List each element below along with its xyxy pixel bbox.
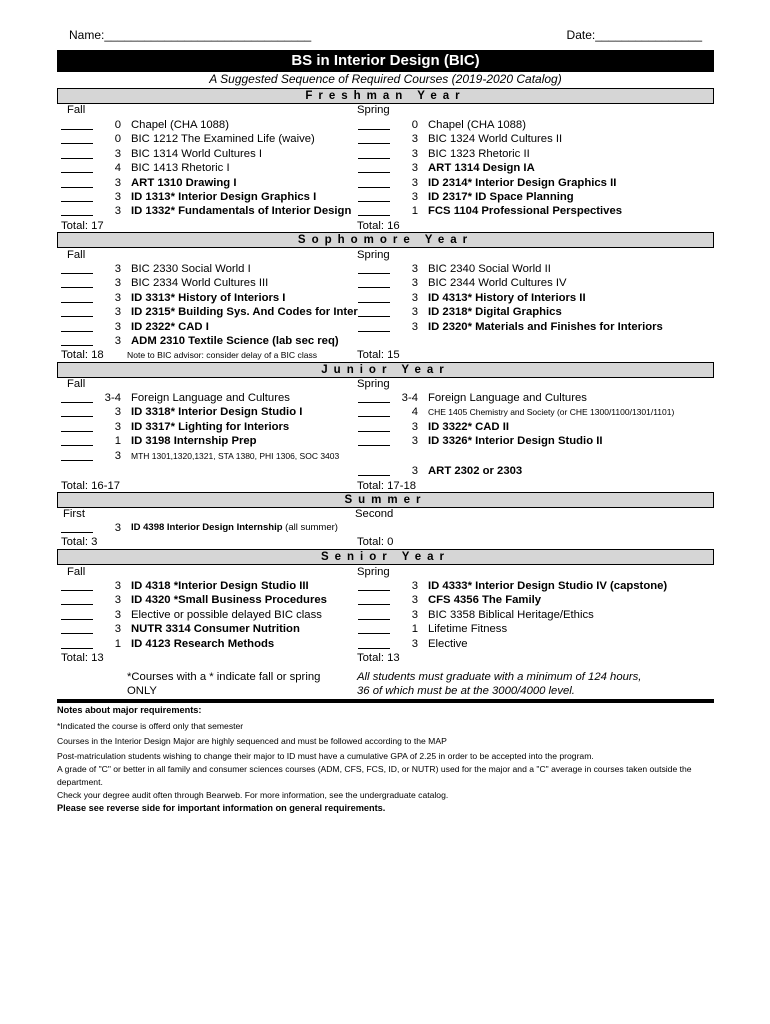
credit-hours: 0 [114,119,121,131]
list-item [358,637,654,651]
freshman-spring-label: Spring [357,104,390,116]
grade-blank[interactable] [358,262,390,274]
list-item [61,391,357,405]
credit-hours: 3 [114,450,121,462]
page-subtitle: A Suggested Sequence of Required Courses (2019-2020 Catalog) [209,72,562,86]
credit-hours: 3 [411,162,418,175]
grade-blank[interactable] [358,434,390,446]
credit-hours: 3 [411,147,418,160]
course-name: Chapel (CHA 1088) [428,119,526,131]
senior-year-band: Senior Year [57,549,714,565]
list-item [61,579,357,593]
list-item [61,334,357,348]
credit-hours: 1 [114,637,121,650]
list-item [358,622,654,636]
course-name: ID 4320 *Small Business Procedures [131,594,327,607]
grade-blank[interactable] [61,132,93,144]
grade-blank[interactable] [358,637,390,649]
list-item [61,637,357,651]
summer-second-total: Total: 0 [357,536,394,548]
list-item [358,391,654,405]
header-line [57,28,714,44]
grade-blank[interactable] [358,405,390,417]
list-item [61,405,357,419]
grade-blank[interactable] [358,161,390,173]
asterisk-note-2: ONLY [127,685,157,697]
sophomore-year-band: Sophomore Year [57,232,714,248]
course-name: ID 2314* Interior Design Graphics II [428,176,617,189]
notes-heading: Notes about major requirements: [57,705,202,715]
credit-hours: 3-4 [104,392,121,404]
major-notes [57,704,714,815]
credit-hours: 3 [114,320,121,333]
grade-blank[interactable] [61,262,93,274]
credit-hours: 3 [411,637,418,650]
credit-hours: 3-4 [401,392,418,404]
course-name: ID 4318 *Interior Design Studio III [131,580,309,592]
list-item [358,262,654,276]
senior-spring-label: Spring [357,566,390,578]
page-title: BS in Interior Design (BIC) [57,50,714,72]
list-item [61,420,357,434]
grade-blank[interactable] [358,622,390,634]
credit-hours: 3 [411,580,418,592]
course-name: ART 1310 Drawing I [131,176,237,189]
credit-hours: 3 [114,263,121,275]
credit-hours: 3 [114,623,121,636]
credit-hours: 3 [411,435,418,448]
list-item [61,593,357,607]
list-item [61,118,357,132]
sophomore-spring-total: Total: 15 [357,349,400,361]
course-name: ID 3318* Interior Design Studio I [131,406,303,419]
list-item [358,147,654,161]
course-name: ID 1332* Fundamentals of Interior Design [131,205,352,218]
credit-hours: 3 [411,306,418,319]
credit-hours: 3 [114,191,121,203]
graduate-note-2: 36 of which must be at the 3000/4000 level. [357,685,575,697]
junior-fall-total: Total: 16-17 [61,480,121,492]
list-item [358,579,668,593]
course-name: ID 2317* ID Space Planning [428,191,574,203]
grade-blank[interactable] [61,276,93,288]
credit-hours: 3 [114,176,121,189]
credit-hours: 1 [411,623,418,636]
course-name: Foreign Language and Cultures [131,392,290,404]
list-item [61,291,357,305]
grade-blank[interactable] [61,521,93,533]
credit-hours: 3 [114,306,121,319]
course-name: CFS 4356 The Family [428,594,542,607]
grade-blank[interactable] [358,420,390,432]
grade-blank[interactable] [61,320,93,332]
course-name-bold: ID 4398 Interior Design Internship [131,522,283,533]
graduate-note-1: All students must graduate with a minimum of 124 hours, [357,671,642,683]
course-name: ID 2318* Digital Graphics [428,306,562,319]
note-line-1: *Indicated the course is offerd only that semester [57,721,244,731]
grade-blank[interactable] [61,334,93,346]
junior-year-band: Junior Year [57,362,714,378]
grade-blank[interactable] [61,579,93,591]
senior-fall-label: Fall [67,566,86,578]
credit-hours: 3 [411,277,418,290]
summer-first-total: Total: 3 [61,536,98,548]
credit-hours: 3 [114,205,121,218]
senior-fall-total: Total: 13 [61,652,104,664]
list-item [358,434,654,448]
grade-blank[interactable] [61,204,93,216]
course-name: ART 2302 or 2303 [428,465,523,477]
credit-hours: 3 [411,608,418,621]
course-name: BIC 2330 Social World I [131,263,251,275]
grade-blank[interactable] [358,204,390,216]
credit-hours: 3 [411,291,418,304]
grade-blank[interactable] [358,147,390,159]
grade-blank[interactable] [358,320,390,332]
freshman-fall-label: Fall [67,104,86,116]
grade-blank[interactable] [358,276,390,288]
credit-hours: 3 [411,191,418,203]
grade-blank[interactable] [358,464,390,476]
course-name: FCS 1104 Professional Perspectives [428,205,623,218]
list-item [358,132,654,146]
credit-hours: 0 [114,133,121,146]
credit-hours: 3 [114,580,121,592]
course-name: BIC 3358 Biblical Heritage/Ethics [428,608,594,621]
credit-hours: 3 [114,608,121,621]
list-item [61,320,357,334]
course-name: BIC 2344 World Cultures IV [428,277,567,290]
list-item [358,291,654,305]
course-name: ID 2322* CAD I [131,320,209,333]
list-item [358,593,654,607]
course-name: ID 3322* CAD II [428,420,509,433]
course-name: ID 3317* Lighting for Interiors [131,420,290,433]
sophomore-spring-label: Spring [357,249,390,261]
grade-blank[interactable] [61,434,93,446]
notes-closing: Please see reverse side for important information on general requirements. [57,803,386,813]
grade-blank[interactable] [61,593,93,605]
summer-second-label: Second [355,508,394,520]
credit-hours: 3 [114,335,121,347]
credit-hours: 3 [114,147,121,160]
course-name: Foreign Language and Cultures [428,392,587,404]
course-name: ID 2320* Materials and Finishes for Interiors [428,320,663,333]
freshman-spring-total: Total: 16 [357,220,400,232]
note-line-3: Post-matriculation students wishing to change their major to ID must have a cumulative GPA of 2.25 in order to be accepted into the program. [57,751,594,761]
list-item [61,204,357,218]
sophomore-fall-total: Total: 18 [61,349,104,361]
list-item [358,305,654,319]
credit-hours: 3 [411,420,418,433]
course-name: ID 3198 Internship Prep [131,435,257,448]
sophomore-fall-label: Fall [67,249,86,261]
course-name: ID 2315* Building Sys. And Codes for Inter [131,306,358,319]
grade-blank[interactable] [61,161,93,173]
grade-blank[interactable] [61,305,93,317]
date-field[interactable]: Date:________________ [566,28,702,42]
course-name: ID 3326* Interior Design Studio II [428,435,603,448]
list-item [61,521,361,535]
grade-blank[interactable] [358,291,390,303]
advisor-note: Note to BIC advisor: consider delay of a BIC class [127,350,318,360]
list-item [61,305,357,319]
list-item [358,405,675,419]
credit-hours: 4 [114,162,121,175]
credit-hours: 3 [411,594,418,607]
note-line-4: A grade of "C" or better in all family and consumer sciences courses (ADM, CFS, FCS, ID, or NUTR) used for the major and a "C" average in courses taken outside the department. [57,764,692,787]
credit-hours: 3 [411,176,418,189]
list-item [358,608,654,622]
credit-hours: 3 [114,594,121,607]
list-item [358,204,654,218]
freshman-year-band: Freshman Year [57,88,714,104]
course-name: ID 3313* History of Interiors I [131,291,286,304]
list-item [358,176,654,190]
credit-hours: 3 [114,522,121,534]
list-item [61,449,351,463]
list-item [61,262,357,276]
grade-blank[interactable] [61,622,93,634]
credit-hours: 3 [114,406,121,419]
senior-spring-total: Total: 13 [357,652,400,664]
grade-blank[interactable] [61,637,93,649]
grade-blank[interactable] [358,579,390,591]
grade-blank[interactable] [358,132,390,144]
grade-blank[interactable] [61,176,93,188]
list-item [61,132,357,146]
grade-blank[interactable] [61,291,93,303]
course-name: ADM 2310 Textile Science (lab sec req) [131,335,339,347]
credit-hours: 3 [114,277,121,290]
name-field[interactable]: Name:_______________________________ [69,28,312,42]
course-name: BIC 1413 Rhetoric I [131,162,230,175]
list-item [61,147,357,161]
grade-blank[interactable] [61,420,93,432]
divider-rule [57,699,714,703]
course-name: BIC 2334 World Cultures III [131,277,269,290]
course-name [131,521,338,535]
course-name-note: (all summer) [282,522,338,533]
grade-blank[interactable] [358,391,390,403]
course-name: BIC 2340 Social World II [428,263,551,275]
course-name: BIC 1324 World Cultures II [428,133,563,146]
grade-blank[interactable] [61,147,93,159]
course-name: BIC 1314 World Cultures I [131,147,263,160]
list-item [358,420,654,434]
junior-fall-label: Fall [67,378,86,390]
course-name: Chapel (CHA 1088) [131,119,229,131]
list-item [61,608,357,622]
summer-first-label: First [63,508,85,520]
list-item [358,276,654,290]
course-name: ID 4313* History of Interiors II [428,291,586,304]
credit-hours: 4 [411,406,418,419]
grade-blank[interactable] [358,593,390,605]
credit-hours: 3 [411,320,418,333]
list-item [61,622,357,636]
grade-blank[interactable] [358,118,390,130]
grade-blank[interactable] [358,305,390,317]
course-name: BIC 1323 Rhetoric II [428,147,530,160]
grade-blank[interactable] [61,449,93,461]
asterisk-note-1: *Courses with a * indicate fall or spring [127,671,321,683]
credit-hours: 1 [411,205,418,218]
credit-hours: 1 [114,435,121,448]
course-name: ART 1314 Design IA [428,162,535,175]
list-item [61,190,357,204]
junior-spring-total: Total: 17-18 [357,480,417,492]
junior-spring-label: Spring [357,378,390,390]
grade-blank[interactable] [358,190,390,202]
summer-band: Summer [57,492,714,508]
course-name: Elective or possible delayed BIC class [131,608,322,621]
note-line-5: Check your degree audit often through Bearweb. For more information, see the undergraduate catalog. [57,790,449,800]
grade-blank[interactable] [358,176,390,188]
course-name: MTH 1301,1320,1321, STA 1380, PHI 1306, SOC 3403 [131,451,340,461]
list-item [61,176,357,190]
course-name: CHE 1405 Chemistry and Society (or CHE 1300/1100/1301/1101) [428,407,675,418]
list-item [61,434,357,448]
grade-blank[interactable] [61,190,93,202]
credit-hours: 0 [411,119,418,131]
grade-blank[interactable] [61,608,93,620]
course-name: ID 1313* Interior Design Graphics I [131,191,317,203]
list-item [358,190,654,204]
list-item [358,161,654,175]
list-item [61,161,357,175]
course-name: NUTR 3314 Consumer Nutrition [131,623,300,636]
list-item [358,320,663,334]
credit-hours: 3 [114,420,121,433]
course-name: Elective [428,637,468,650]
list-item [61,276,357,290]
freshman-fall-total: Total: 17 [61,220,104,232]
list-item [358,118,654,132]
course-name: Lifetime Fitness [428,623,508,636]
course-name: BIC 1212 The Examined Life (waive) [131,133,315,146]
credit-hours: 3 [114,291,121,304]
course-name: ID 4333* Interior Design Studio IV (capstone) [428,580,668,592]
credit-hours: 3 [411,465,418,477]
grade-blank[interactable] [61,118,93,130]
credit-hours: 3 [411,133,418,146]
grade-blank[interactable] [61,391,93,403]
course-name: ID 4123 Research Methods [131,637,275,650]
note-line-2: Courses in the Interior Design Major are highly sequenced and must be followed according to the MAP [57,736,447,746]
grade-blank[interactable] [61,405,93,417]
credit-hours: 3 [411,263,418,275]
grade-blank[interactable] [358,608,390,620]
list-item [358,464,698,478]
